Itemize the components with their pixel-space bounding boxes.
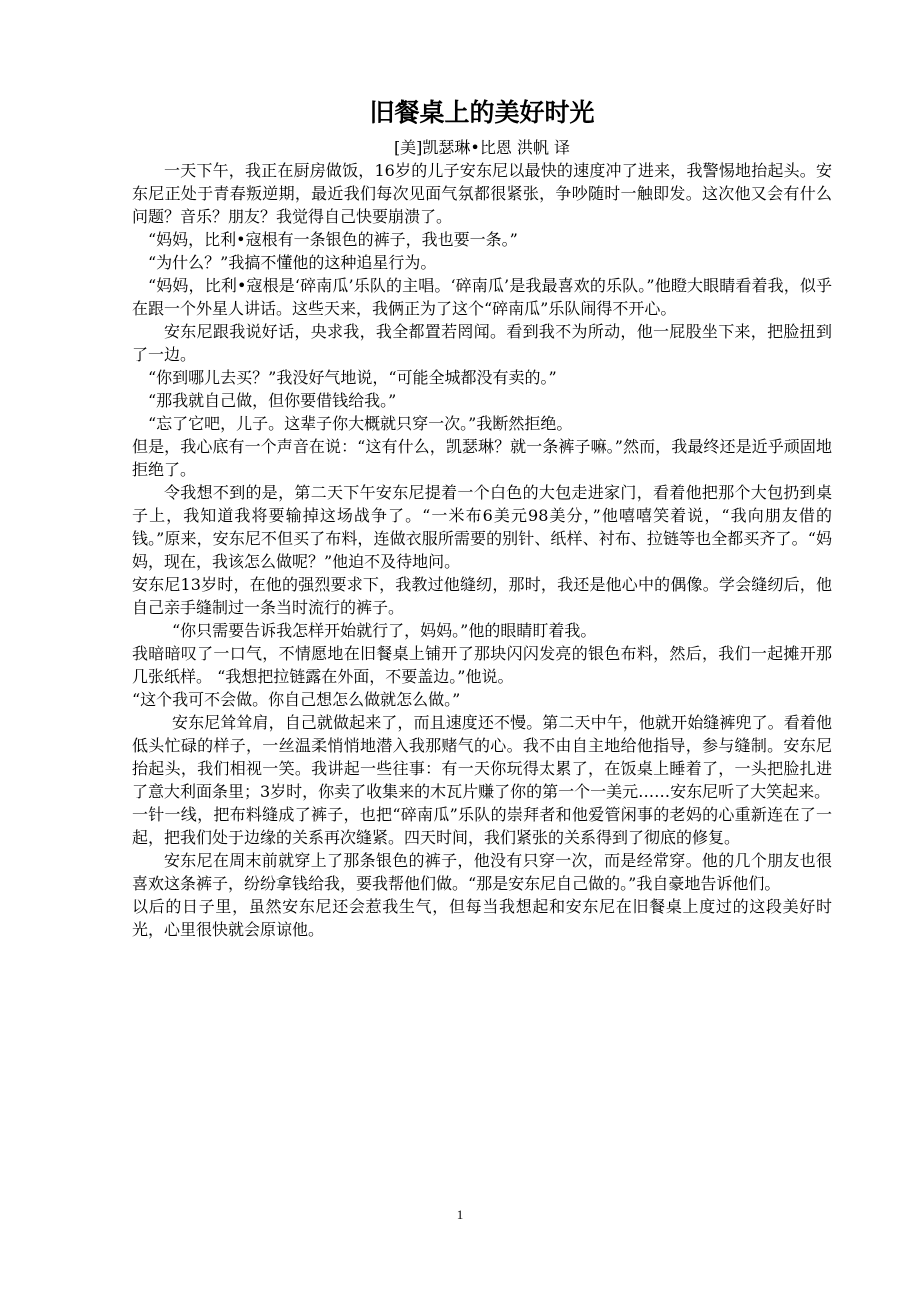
paragraph: “妈妈，比利•寇根是‘碎南瓜’乐队的主唱。‘碎南瓜’是我最喜欢的乐队。”他瞪大眼睛看着我，似乎在跟一个外星人讲话。这些天来，我俩正为了这个“碎南瓜”乐队闹得不开心。 (132, 276, 832, 318)
page-number: 1 (456, 1207, 464, 1222)
article-title: 旧餐桌上的美好时光 (369, 98, 595, 127)
paragraph: 安东尼13岁时，在他的强烈要求下，我教过他缝纫，那时，我还是他心中的偶像。学会缝纫后，他自己亲手缝制过一条当时流行的裤子。 (132, 575, 832, 617)
paragraph: 但是，我心底有一个声音在说：“这有什么，凯瑟琳？就一条裤子嘛。”然而，我最终还是近乎顽固地拒绝了。 (132, 437, 832, 479)
paragraph: 安东尼在周末前就穿上了那条银色的裤子，他没有只穿一次，而是经常穿。他的几个朋友也很喜欢这条裤子，纷纷拿钱给我，要我帮他们做。“那是安东尼自己做的。”我自豪地告诉他们。 (132, 851, 832, 893)
paragraph: 一针一线，把布料缝成了裤子，也把“碎南瓜”乐队的崇拜者和他爱管闲事的老妈的心重新连在了一起，把我们处于边缘的关系再次缝紧。四天时间，我们紧张的关系得到了彻底的修复。 (132, 805, 832, 847)
paragraph: 安东尼跟我说好话，央求我，我全都置若罔闻。看到我不为所动，他一屁股坐下来，把脸扭到了一边。 (132, 322, 832, 364)
paragraph: 以后的日子里，虽然安东尼还会惹我生气，但每当我想起和安东尼在旧餐桌上度过的这段美好时光，心里很快就会原谅他。 (132, 897, 832, 939)
paragraph: 安东尼耸耸肩，自己就做起来了，而且速度还不慢。第二天中午，他就开始缝裤兜了。看着他低头忙碌的样子，一丝温柔悄悄地潜入我那赌气的心。我不由自主地给他指导，参与缝制。安东尼抬起头，我们相视一笑。我讲起一些往事：有一天你玩得太累了，在饭桌上睡着了，一头把脸扎进了意大利面条里；3岁时，你卖了收集来的木瓦片赚了你的第一个一美元……安东尼听了大笑起来。 (132, 713, 832, 801)
paragraph: “这个我可不会做。你自己想怎么做就怎么做。” (132, 690, 461, 709)
paragraph: “你只需要告诉我怎样开始就行了，妈妈。”他的眼睛盯着我。 (172, 621, 597, 640)
paragraph: “妈妈，比利•寇根有一条银色的裤子，我也要一条。” (148, 230, 518, 249)
paragraph: 令我想不到的是，第二天下午安东尼提着一个白色的大包走进家门，看着他把那个大包扔到桌子上，我知道我将要输掉这场战争了。“一米布6美元98美分，”他嘻嘻笑着说，“我向朋友借的钱。”原来，安东尼不但买了布料，连做衣服所需要的别针、纸样、衬布、拉链等也全都买齐了。“妈妈，现在，我该怎么做呢？”他迫不及待地问。 (132, 483, 832, 571)
paragraph: “为什么？”我搞不懂他的这种追星行为。 (148, 253, 437, 272)
paragraph: “那我就自己做，但你要借钱给我。” (148, 391, 397, 410)
article-body (132, 159, 832, 941)
document-page (132, 90, 832, 941)
paragraph: “你到哪儿去买？”我没好气地说，“可能全城都没有卖的。” (148, 368, 557, 387)
paragraph: “忘了它吧，儿子。这辈子你大概就只穿一次。”我断然拒绝。 (148, 414, 573, 433)
paragraph: 一天下午，我正在厨房做饭，16岁的儿子安东尼以最快的速度冲了进来，我警惕地抬起头。安东尼正处于青春叛逆期，最近我们每次见面气氛都很紧张，争吵随时一触即发。这次他又会有什么问题？音乐？朋友？我觉得自己快要崩溃了。 (132, 161, 832, 226)
paragraph: 我暗暗叹了一口气，不情愿地在旧餐桌上铺开了那块闪闪发亮的银色布料，然后，我们一起摊开那几张纸样。 “我想把拉链露在外面，不要盖边。”他说。 (132, 644, 832, 686)
article-byline: [美]凯瑟琳•比恩 洪帆 译 (393, 138, 571, 157)
